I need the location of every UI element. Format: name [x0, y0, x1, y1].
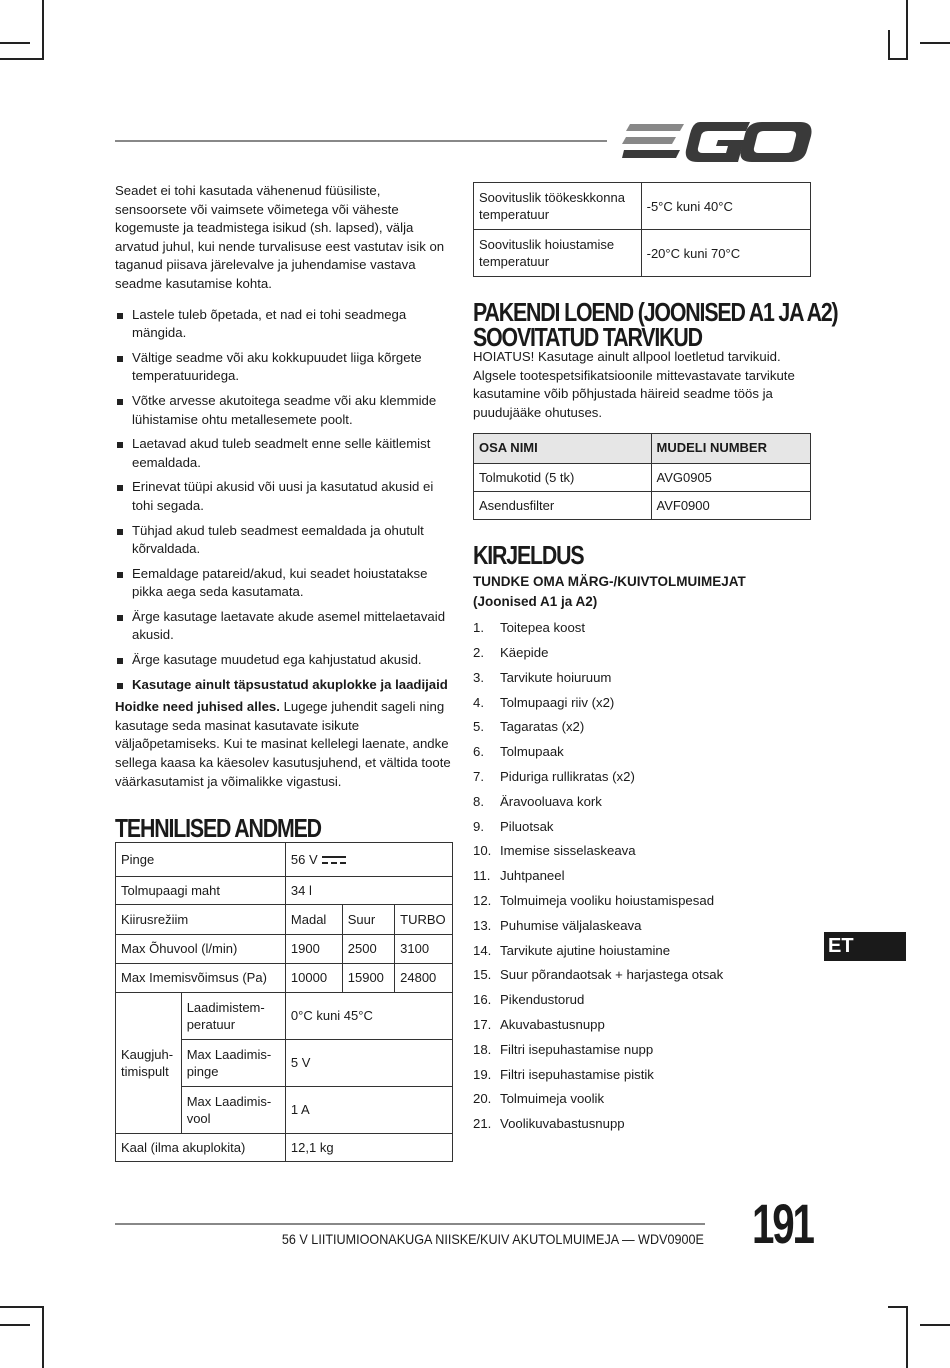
parts-cell: Tolmukotid (5 tk) [474, 463, 652, 491]
tech-value: 1 A [285, 1086, 452, 1133]
tech-label: Tolmupaagi maht [116, 876, 286, 904]
temp-label: Soovituslik töökeskkonna temperatuur [474, 183, 642, 230]
warning-text: Kasutage ainult allpool loetletud tarvikuid. Algsele tootespetsifikatsioonile mittevastavate tarvikute kasutamine võib põhjustada häireid seadme töös ja puudujääke ohutuses. [473, 349, 795, 420]
tech-value: Madal [285, 904, 342, 934]
tech-value: 3100 [395, 934, 453, 963]
parts-cell: AVG0905 [651, 463, 811, 491]
language-tab: ET [824, 932, 906, 961]
bullet-item-bold: Kasutage ainult täpsustatud akuplokke ja laadijaid [115, 676, 455, 695]
tech-value: 15900 [342, 963, 394, 992]
crop-mark [0, 42, 30, 44]
keep-instructions [115, 698, 455, 791]
tech-label: Max Laadimis-vool [181, 1086, 285, 1133]
crop-mark [888, 58, 908, 60]
intro-paragraph: Seadet ei tohi kasutada vähenenud füüsiliste, sensoorsete või vaimsete võimetega või väheste kogemuste ja teadmistega isikud (sh. lapsed), välja arvatud juhul, kui nende turvalisuse eest vastutav isik on taganud piisava järelevalve ja juhendamise vastava seadme kasutamise kohta. [115, 183, 445, 291]
list-item: 20. Tolmuimeja voolik [473, 1091, 605, 1107]
parts-cell: Asendusfilter [474, 491, 652, 519]
list-item: 14. Tarvikute ajutine hoiustamine [473, 942, 671, 958]
list-item: 15. Suur põrandaotsak + harjastega otsak [473, 967, 724, 983]
warning-paragraph [473, 348, 813, 422]
tech-label: Max Õhuvool (l/min) [116, 934, 286, 963]
list-item: 2. Käepide [473, 645, 549, 661]
tech-value [285, 842, 452, 876]
crop-mark [0, 1306, 44, 1308]
crop-mark [42, 0, 44, 60]
tech-pinge-value: 56 V [290, 851, 318, 867]
list-item: 8. Äravooluava kork [473, 793, 602, 809]
crop-mark [0, 58, 44, 60]
list-item: 1. Toitepea koost [473, 620, 586, 636]
parts-header: MUDELI NUMBER [651, 433, 811, 463]
list-item: 6. Tolmupaak [473, 744, 564, 760]
bullet-item: Vältige seadme või aku kokkupuudet liiga kõrgete temperatuuridega. [115, 349, 455, 386]
temperature-table [473, 182, 811, 277]
left-column [115, 182, 455, 1162]
tech-title: TEHNILISED ANDMED [115, 813, 321, 844]
footer-rule [115, 1223, 705, 1225]
list-item: 9. Piluotsak [473, 818, 554, 834]
tech-value: 10000 [285, 963, 342, 992]
list-item: 7. Piduriga rullikratas (x2) [473, 769, 635, 785]
tech-label: Kaal (ilma akuplokita) [116, 1133, 286, 1161]
crop-mark [906, 1306, 908, 1368]
keep-text: Lugege juhendit sageli ning kasutage seda masinat kasutavate isikute väljaõpetamiseks. Kui te masinat kellelegi laenate, andke sellega kaasa ka käesolev kasutusjuhend, et vältida toote väärkasutamist ja võimalikke vigastusi. [115, 699, 451, 789]
crop-mark [920, 1324, 950, 1326]
bullet-item: Ärge kasutage laetavate akude asemel mittelaetavaid akusid. [115, 608, 455, 645]
list-item: 12. Tolmuimeja vooliku hoiustamispesad [473, 893, 715, 909]
tech-table [115, 842, 453, 1162]
description-figures: (Joonised A1 ja A2) [473, 594, 598, 610]
tech-value: 12,1 kg [285, 1133, 452, 1161]
list-item: 16. Pikendustorud [473, 992, 585, 1008]
description-subtitle: TUNDKE OMA MÄRG-/KUIVTOLMUIMEJAT [473, 574, 746, 590]
crop-mark [888, 30, 890, 60]
tech-value: 24800 [395, 963, 453, 992]
tech-label: Kaugjuh-timispult [116, 992, 182, 1133]
crop-mark [888, 1306, 908, 1308]
temp-value: -20°C kuni 70°C [641, 230, 810, 277]
list-item: 4. Tolmupaagi riiv (x2) [473, 694, 615, 710]
safety-bullet-list [115, 306, 455, 695]
bullet-item: Laetavad akud tuleb seadmelt enne selle käitlemist eemaldada. [115, 435, 455, 472]
description-title: KIRJELDUS [473, 539, 584, 570]
list-item: 21. Voolikuvabastusnupp [473, 1116, 625, 1132]
bullet-item: Eemaldage patareid/akud, kui seadet hoiustatakse pikka aega seda kasutamata. [115, 565, 455, 602]
list-item: 3. Tarvikute hoiuruum [473, 669, 612, 685]
list-item: 5. Tagaratas (x2) [473, 719, 585, 735]
tech-value: 1900 [285, 934, 342, 963]
crop-mark [42, 1306, 44, 1368]
bullet-item: Ärge kasutage muudetud ega kahjustatud akusid. [115, 651, 455, 670]
list-item: 18. Filtri isepuhastamise nupp [473, 1041, 654, 1057]
tech-value: Suur [342, 904, 394, 934]
list-item: 13. Puhumise väljalaskeava [473, 917, 642, 933]
keep-bold: Hoidke need juhised alles. [115, 699, 280, 715]
tech-label: Laadimistem-peratuur [181, 992, 285, 1039]
crop-mark [906, 0, 908, 60]
tech-value: 5 V [285, 1039, 452, 1086]
parts-cell: AVF0900 [651, 491, 811, 519]
warning-label: HOIATUS! [473, 349, 535, 365]
tech-label: Pinge [116, 842, 286, 876]
bullet-item: Erinevat tüüpi akusid või uusi ja kasutatud akusid ei tohi segada. [115, 478, 455, 515]
right-column [473, 182, 838, 1137]
list-item: 19. Filtri isepuhastamise pistik [473, 1066, 654, 1082]
tech-value: 2500 [342, 934, 394, 963]
bullet-item: Lastele tuleb õpetada, et nad ei tohi seadmega mängida. [115, 306, 455, 343]
parts-table [473, 433, 811, 520]
bullet-item: Tühjad akud tuleb seadmest eemaldada ja ohutult kõrvaldada. [115, 522, 455, 559]
temp-value: -5°C kuni 40°C [641, 183, 810, 230]
bullet-item: Võtke arvesse akutoitega seadme või aku klemmide lühistamise ohtu metallesemete poolt. [115, 392, 455, 429]
tech-label: Kiirusrežiim [116, 904, 286, 934]
temp-label: Soovituslik hoiustamise temperatuur [474, 230, 642, 277]
tech-value: 34 l [285, 876, 452, 904]
list-item: 10. Imemise sisselaskeava [473, 843, 636, 859]
tech-value: 0°C kuni 45°C [285, 992, 452, 1039]
page-number: 191 [752, 1192, 813, 1255]
ego-logo [622, 118, 812, 164]
footer-title: 56 V LIITIUMIOONAKUGA NIISKE/KUIV AKUTOLMUIMEJA — WDV0900E [281, 1231, 704, 1247]
tech-value: TURBO [395, 904, 453, 934]
accessories-title: SOOVITATUD TARVIKUD [473, 321, 702, 352]
dc-symbol-icon [322, 854, 346, 866]
list-item: 11. Juhtpaneel [473, 868, 565, 884]
package-title: PAKENDI LOEND (JOONISED A1 JA A2) [473, 297, 838, 327]
parts-description-list [473, 616, 813, 1137]
header-rule [115, 140, 607, 142]
parts-header: OSA NIMI [474, 433, 652, 463]
crop-mark [0, 1324, 30, 1326]
crop-mark [920, 42, 950, 44]
tech-label: Max Imemisvõimsus (Pa) [116, 963, 286, 992]
list-item: 17. Akuvabastusnupp [473, 1017, 605, 1032]
tech-label: Max Laadimis-pinge [181, 1039, 285, 1086]
